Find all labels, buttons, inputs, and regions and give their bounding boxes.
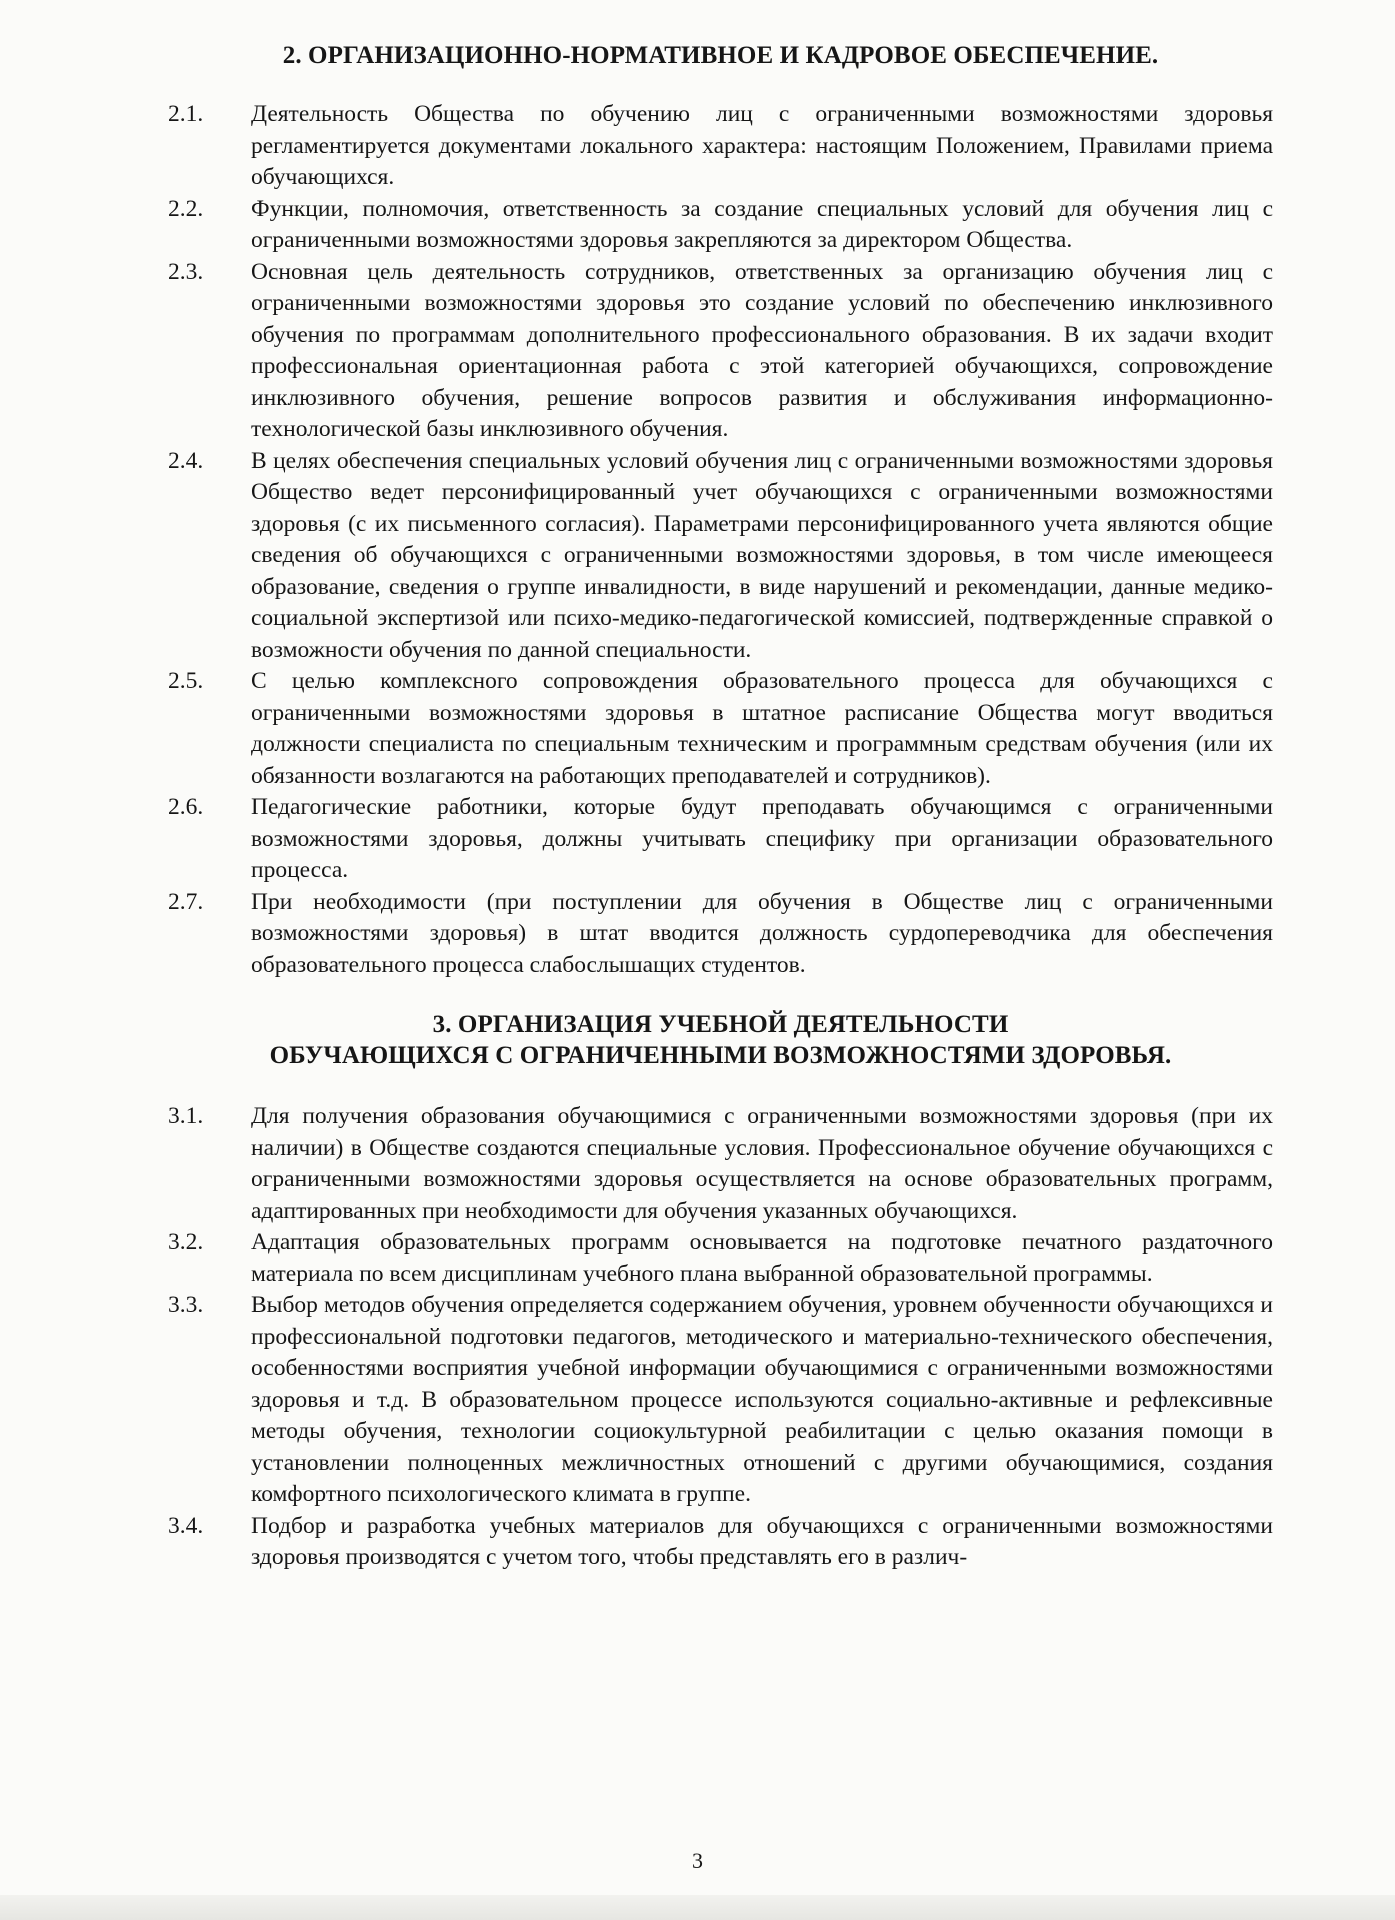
list-item (168, 1511, 1273, 1574)
item-text: Подбор и разработка учебных материалов для обучающихся с ограниченными возможностями здоровья производятся с учетом того, чтобы представлять его в различ- (251, 1512, 1273, 1570)
section-3-title-line-2: ОБУЧАЮЩИХСЯ С ОГРАНИЧЕННЫМИ ВОЗМОЖНОСТЯМИ ЗДОРОВЬЯ. (269, 1042, 1172, 1069)
list-item (168, 792, 1273, 887)
list-item (168, 194, 1273, 257)
item-text: Адаптация образовательных программ основывается на подготовке печатного раздаточного материала по всем дисциплинам учебного плана выбранной образовательной программы. (251, 1229, 1273, 1287)
item-text: При необходимости (при поступлении для обучения в Обществе лиц с ограниченными возможностями здоровья) в штат вводится должность сурдопереводчика для обеспечения образовательного процесса слабослышащих студентов. (251, 888, 1273, 978)
item-text: Для получения образования обучающимися с ограниченными возможностями здоровья (при их наличии) в Обществе создаются специальные условия. Профессиональное обучение обучающихся с ограниченными возможностями здоровья осуществляется на основе образовательных программ, адаптированных при необходимости для обучения указанных обучающихся. (251, 1103, 1273, 1224)
item-number: 2.6. (168, 794, 204, 820)
item-number: 2.5. (168, 668, 204, 694)
section-3-title-line-1: 3. ОРГАНИЗАЦИЯ УЧЕБНОЙ ДЕЯТЕЛЬНОСТИ (432, 1011, 1009, 1038)
list-item (168, 887, 1273, 982)
list-item (168, 1227, 1273, 1290)
item-number: 3.1. (168, 1103, 204, 1129)
item-text: Основная цель деятельность сотрудников, ответственных за организацию обучения лиц с ограниченными возможностями здоровья это создание условий по обеспечению инклюзивного обучения по программам дополнительного профессионального образования. В их задачи входит профессиональная ориентационная работа с этой категорией обучающихся, сопровождение инклюзивного обучения, решение вопросов развития и обслуживания информационно-технологической базы инклюзивного обучения. (251, 258, 1273, 442)
item-number: 3.4. (168, 1512, 204, 1539)
section-2-title: 2. ОРГАНИЗАЦИОННО-НОРМАТИВНОЕ И КАДРОВОЕ ОБЕСПЕЧЕНИЕ. (282, 42, 1159, 69)
item-text: Выбор методов обучения определяется содержанием обучения, уровнем обученности обучающихся и профессиональной подготовки педагогов, методического и материально-технического обеспечения, особенностями восприятия учебной информации обучающимися с ограниченными возможностями здоровья и т.д. В образовательном процессе используются социально-активные и рефлексивные методы обучения, технологии социокультурной реабилитации с целью оказания помощи в установлении полноценных межличностных отношений с другими обучающимися, создания комфортного психологического климата в группе. (251, 1292, 1273, 1507)
list-item (168, 1290, 1273, 1511)
item-number: 3.3. (168, 1292, 204, 1318)
list-item (168, 99, 1273, 194)
section-3-list (168, 1101, 1273, 1574)
section-2-list (168, 99, 1273, 981)
list-item (168, 257, 1273, 446)
item-text: Деятельность Общества по обучению лиц с ограниченными возможностями здоровья регламентируется документами локального характера: настоящим Положением, Правилами приема обучающихся. (251, 101, 1273, 190)
item-text: Функции, полномочия, ответственность за создание специальных условий для обучения лиц с ограниченными возможностями здоровья закрепляются за директором Общества. (251, 195, 1273, 253)
item-number: 2.2. (168, 195, 204, 222)
item-text: В целях обеспечения специальных условий обучения лиц с ограниченными возможностями здоровья Общество ведет персонифицированный учет обучающихся с ограниченными возможностями здоровья (с их письменного согласия). Параметрами персонифицированного учета являются общие сведения об обучающихся с ограниченными возможностями здоровья, в том числе имеющееся образование, сведения о группе инвалидности, в виде нарушений и рекомендации, данные медико-социальной экспертизой или психо-медико-педагогической комиссией, подтвержденные справкой о возможности обучения по данной специальности. (251, 447, 1273, 663)
list-item (168, 1101, 1273, 1227)
document-body (168, 40, 1273, 1574)
section-3-title (168, 1009, 1273, 1071)
item-text: С целью комплексного сопровождения образовательного процесса для обучающихся с ограниченными возможностями здоровья в штатное расписание Общества могут вводиться должности специалиста по специальным техническим и программным средствам обучения (или их обязанности возлагаются на работающих преподавателей и сотрудников). (251, 668, 1273, 789)
item-number: 2.4. (168, 447, 204, 474)
list-item (168, 446, 1273, 667)
page-number: 3 (692, 1848, 703, 1873)
item-text: Педагогические работники, которые будут преподавать обучающимся с ограниченными возможностями здоровья, должны учитывать специфику при организации образовательного процесса. (251, 794, 1273, 883)
item-number: 2.7. (168, 888, 204, 915)
item-number: 2.3. (168, 258, 204, 285)
list-item (168, 666, 1273, 792)
item-number: 3.2. (168, 1229, 204, 1255)
item-number: 2.1. (168, 101, 204, 127)
scan-edge (0, 1895, 1395, 1920)
